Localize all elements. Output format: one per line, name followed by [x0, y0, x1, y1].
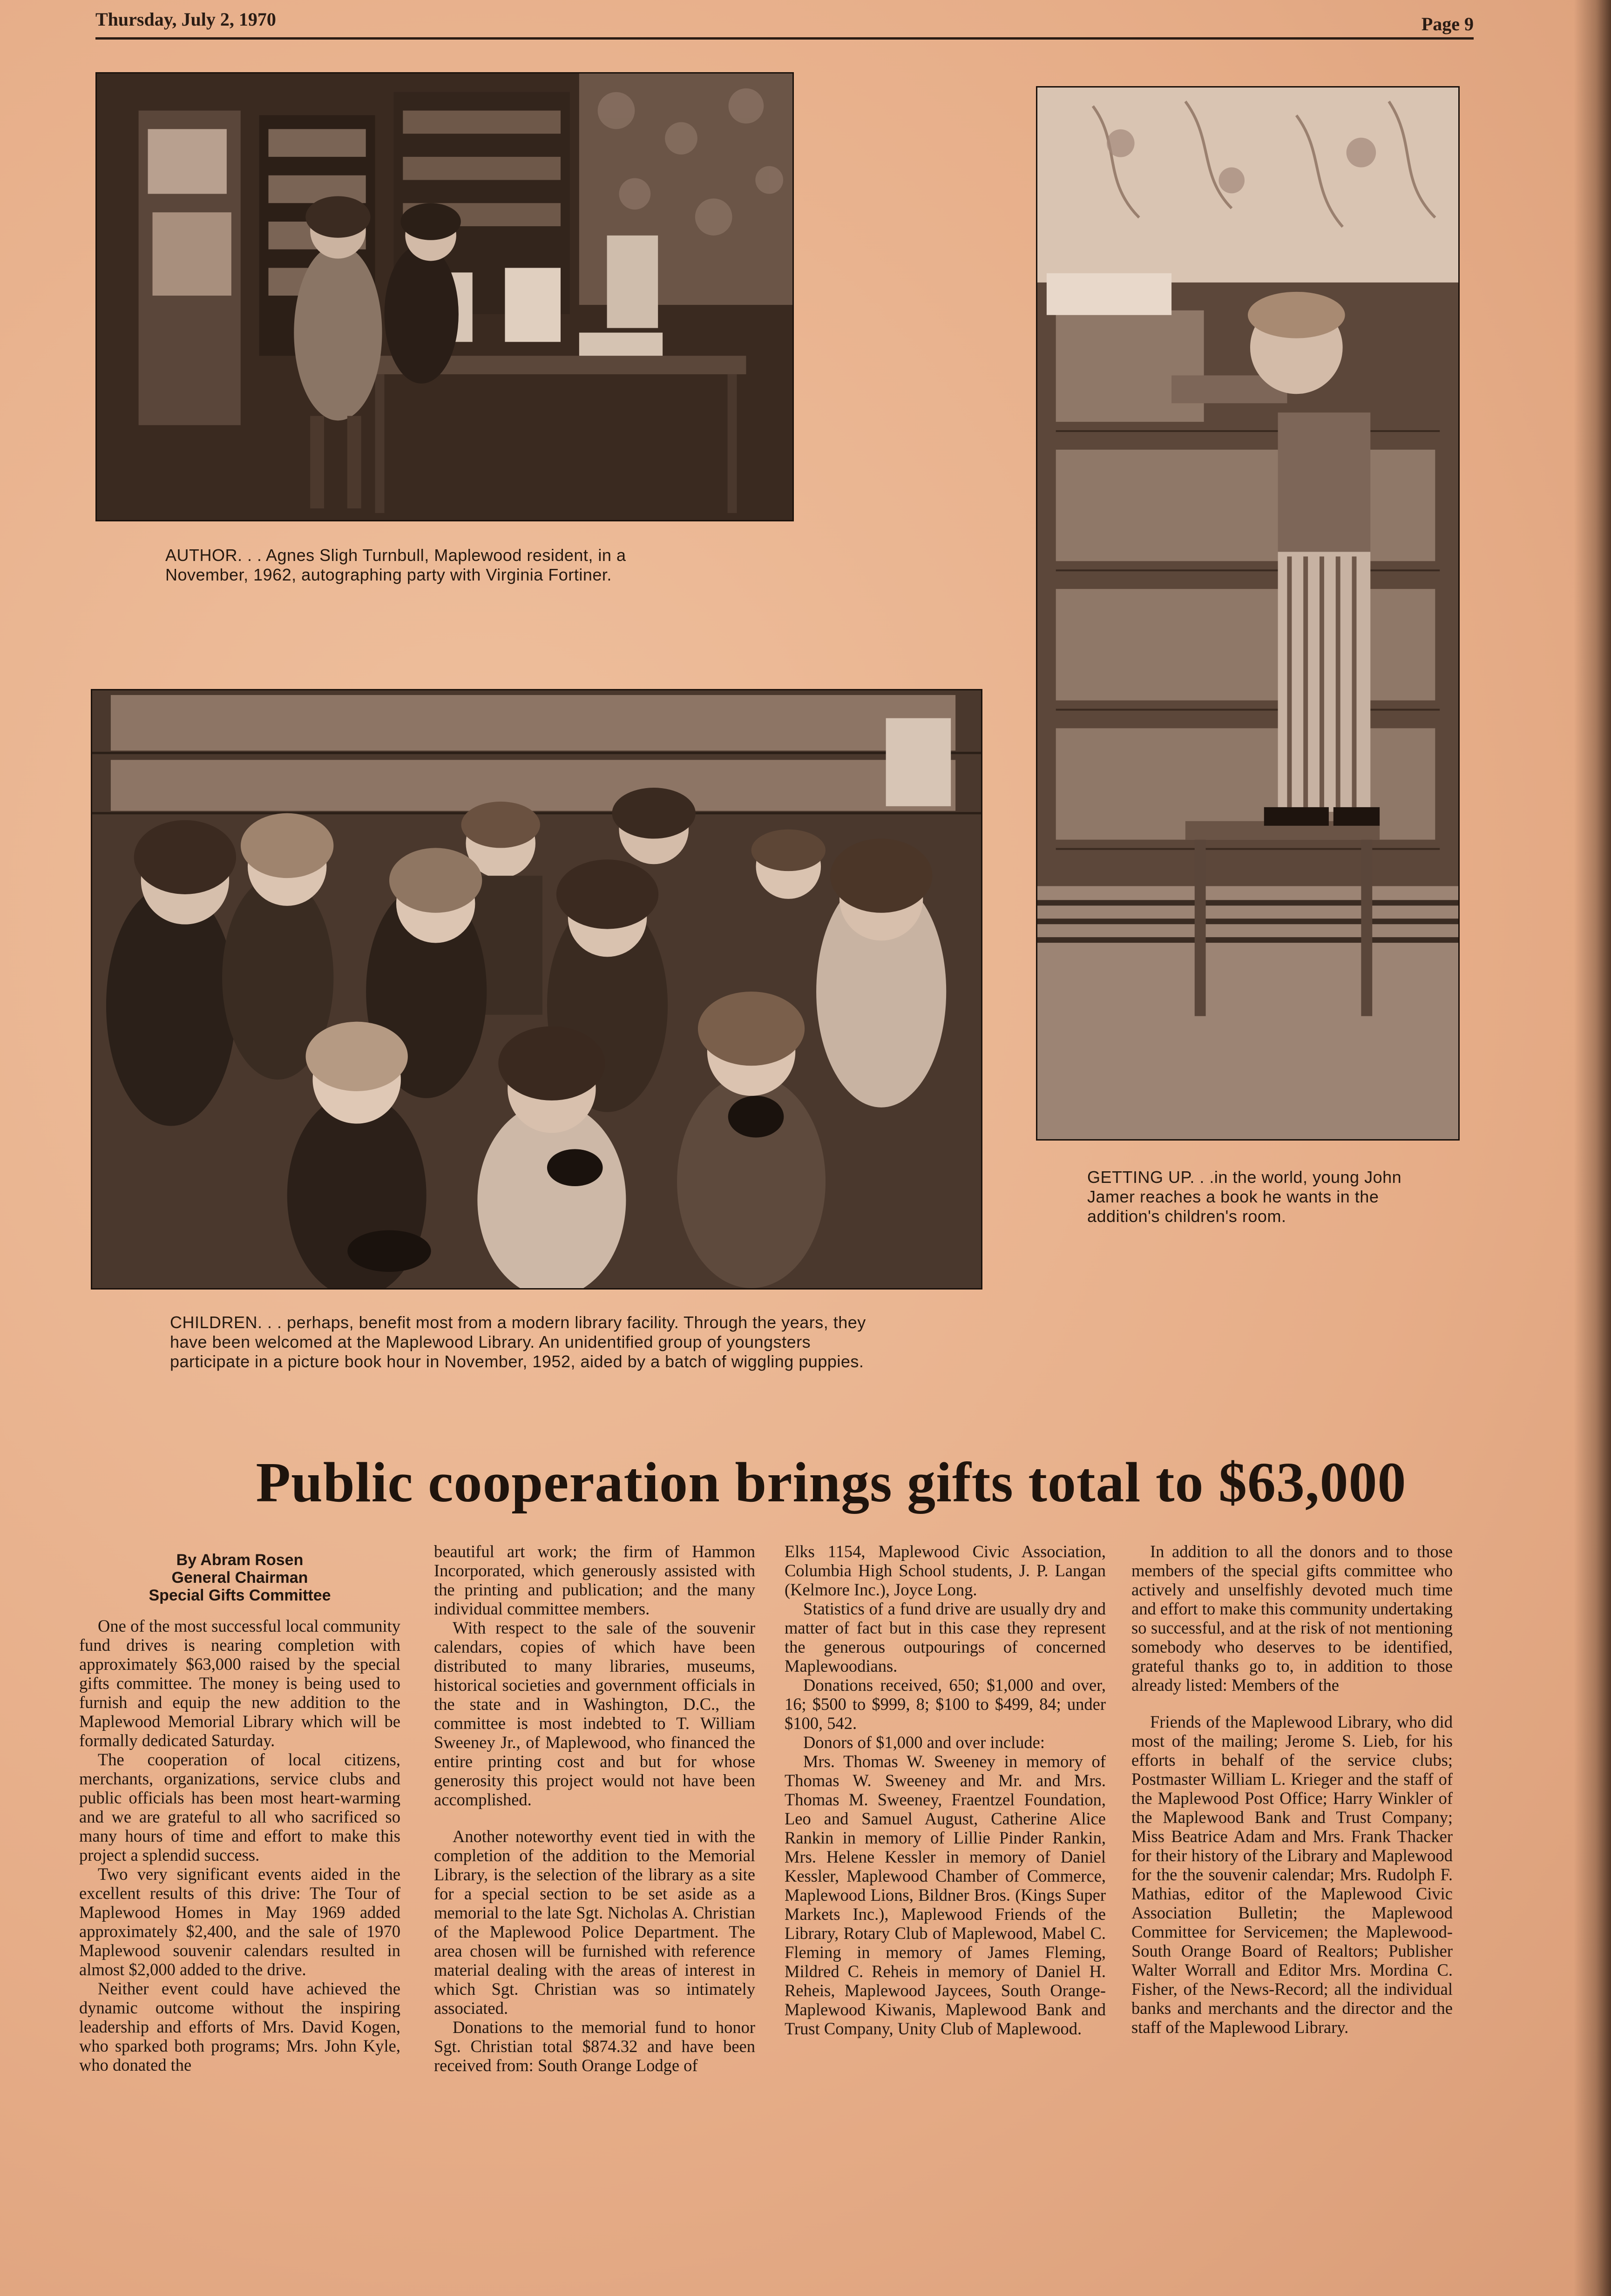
paragraph: One of the most successful local community fund drives is nearing completion with approximately $63,000 raised by the special gifts committee. The money is being used to furnish and equip the new addition to the Maplewood Memorial Library which will be formally dedicated Saturday.: [79, 1616, 400, 1750]
article-headline: Public cooperation brings gifts total to $63,000: [256, 1451, 1407, 1514]
getting-up-photo-image: [1037, 88, 1458, 1139]
children-photo-image: [92, 690, 981, 1288]
article-column-1: [79, 1546, 400, 2272]
byline-title-1: General Chairman: [171, 1569, 308, 1587]
paragraph: Donations received, 650; $1,000 and over, 16; $500 to $999, 8; $100 to $499, 84; under $100, 542.: [785, 1675, 1106, 1733]
paragraph: In addition to all the donors and to those members of the special gifts committee who actively and unselfishly devoted much time and effort to make this community undertaking so successful, and at the risk of not mentioning somebody who deserves to be identified, grateful thanks go to, in addition to those already listed: Members of the: [1131, 1542, 1453, 1695]
page-number: Page 9: [1421, 14, 1474, 34]
author-photo: [95, 72, 794, 521]
paragraph: Another noteworthy event tied in with the completion of the addition to the Memorial Library, is the selection of the library as a site for a special section to be set aside as a memorial to the late Sgt. Nicholas A. Christian of the Maplewood Police Department. The area chosen will be furnished with reference material dealing with the areas of interest in which Sgt. Christian was so intimately associated.: [434, 1827, 755, 2018]
byline-name: By Abram Rosen: [176, 1551, 304, 1569]
author-caption: [165, 546, 705, 585]
author-photo-image: [97, 74, 792, 520]
paragraph: Elks 1154, Maplewood Civic Association, Columbia High School students, J. P. Langan (Kelmore Inc.), Joyce Long.: [785, 1542, 1106, 1599]
byline-title-2: Special Gifts Committee: [149, 1587, 331, 1604]
paragraph: Two very significant events aided in the excellent results of this drive: The Tour of Maplewood Homes in May 1969 added approximately $2,400, and the sale of 1970 Maplewood souvenir calendars resulted in almost $2,000 added to the drive.: [79, 1864, 400, 1979]
article-column-4: [1131, 1542, 1453, 2268]
children-caption-text: CHILDREN. . . perhaps, benefit most from a modern library facility. Through the years, they have been welcomed at the Maplewood Library. An unidentified group of youngsters participate in a picture book hour in November, 1952, aided by a batch of wiggling puppies.: [170, 1313, 866, 1371]
article-column-3: [785, 1542, 1106, 2268]
getting-up-caption: [1087, 1168, 1408, 1226]
paragraph: Donors of $1,000 and over include:: [803, 1733, 1045, 1752]
paragraph: With respect to the sale of the souvenir calendars, copies of which have been distributed to many libraries, museums, historical societies and government officials in the state and in Washington, D.C., the committee is most indebted to T. William Sweeney Jr., of Maplewood, who financed the entire printing cost and but for whose generosity this project would not have been accomplished.: [434, 1618, 755, 1809]
page-edge-shadow: [1574, 0, 1611, 2296]
paragraph: beautiful art work; the firm of Hammon Incorporated, which generously assisted with the printing and publication; and the many individual committee members.: [434, 1542, 755, 1618]
article-column-2: [434, 1542, 755, 2268]
paragraph: Friends of the Maplewood Library, who did most of the mailing; Jerome S. Lieb, for his efforts in behalf of the service clubs; Postmaster William L. Krieger and the staff of the Maplewood Post Office; Harry Winkler of the Maplewood Bank and Trust Company; Miss Beatrice Adam and Mrs. Frank Thacker for their history of the Library and Maplewood for the the souvenir calendar; Mrs. Rudolph F. Mathias, editor of the Maplewood Civic Association Bulletin; the Maplewood Committee for Servicemen; the Maplewood-South Orange Board of Realtors; Publisher Walter Worrall and Editor Mrs. Mordina C. Fisher, of the News-Record; all the individual banks and merchants and the director and the staff of the Maplewood Library.: [1131, 1712, 1453, 2037]
paragraph: Mrs. Thomas W. Sweeney in memory of Thomas W. Sweeney and Mr. and Mrs. Thomas M. Sweeney, Fraentzel Foundation, Leo and Samuel August, Catherine Alice Rankin in memory of Lillie Pinder Rankin, Mrs. Helene Kessler in memory of Daniel Kessler, Maplewood Chamber of Commerce, Maplewood Lions, Bildner Bros. (Kings Super Markets Inc.), Maplewood Friends of the Library, Rotary Club of Maplewood, Mabel C. Fleming in memory of James Fleming, Mildred C. Reheis in memory of Daniel H. Reheis, Maplewood Jaycees, South Orange-Maplewood Kiwanis, Maplewood Bank and Trust Company, Unity Club of Maplewood.: [785, 1752, 1106, 2038]
children-caption: [170, 1313, 887, 1371]
children-photo: [91, 689, 982, 1290]
byline: [79, 1551, 400, 1604]
issue-date: Thursday, July 2, 1970: [95, 9, 276, 30]
author-caption-text: AUTHOR. . . Agnes Sligh Turnbull, Maplewood resident, in a November, 1962, autographing party with Virginia Fortiner.: [165, 546, 626, 584]
getting-up-photo: [1036, 86, 1460, 1141]
getting-up-caption-text: GETTING UP. . .in the world, young John Jamer reaches a book he wants in the addition's children's room.: [1087, 1168, 1402, 1226]
paragraph: Statistics of a fund drive are usually dry and matter of fact but in this case they represent the generous outpourings of concerned Maplewoodians.: [785, 1599, 1106, 1675]
paragraph: The cooperation of local citizens, merchants, organizations, service clubs and public officials has been most heart-warming and we are grateful to all who sacrificed so many hours of time and effort to make this project a splendid success.: [79, 1750, 400, 1864]
paragraph: Donations to the memorial fund to honor Sgt. Christian total $874.32 and have been received from: South Orange Lodge of: [434, 2018, 755, 2075]
paragraph: Neither event could have achieved the dynamic outcome without the inspiring leadership and efforts of Mrs. David Kogen, who sparked both programs; Mrs. John Kyle, who donated the: [79, 1979, 400, 2074]
folio-line: [95, 5, 1474, 40]
